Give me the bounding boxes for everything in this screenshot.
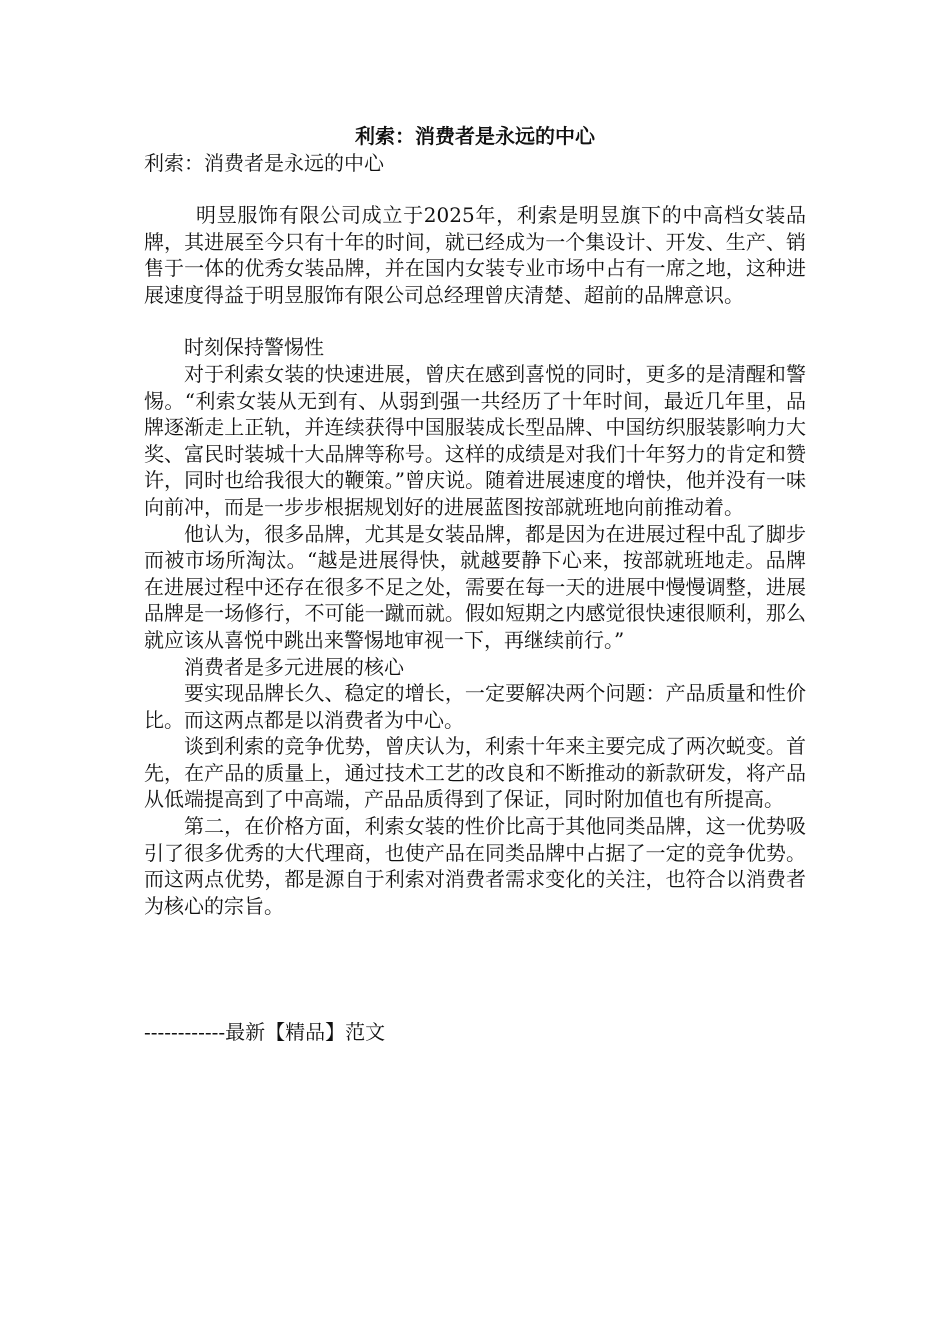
paragraph-rapid-development: 对于利索女装的快速进展，曾庆在感到喜悦的同时，更多的是清醒和警惕。“利索女装从无到有、从弱到强一共经历了十年时间，最近几年里，品牌逐渐走上正轨，并连续获得中国服装成长型品牌、中国纺织服装影响力大奖、富民时装城十大品牌等称号。这样的成绩是对我们十年努力的肯定和赞许，同时也给我很大的鞭策。”曾庆说。随着进展速度的增快，他并没有一味向前冲，而是一步步根据规划好的进展蓝图按部就班地向前推动着。 <box>144 361 806 519</box>
document-subtitle: 利索：消费者是永远的中心 <box>144 151 384 175</box>
document-page <box>144 122 806 919</box>
document-title: 利索：消费者是永远的中心 <box>355 124 595 148</box>
paragraph-competitive-advantage: 谈到利索的竞争优势，曾庆认为，利索十年来主要完成了两次蜕变。首先，在产品的质量上，通过技术工艺的改良和不断推动的新款研发，将产品从低端提高到了中高端，产品品质得到了保证，同时附加值也有所提高。 <box>144 734 806 812</box>
paragraph-price-advantage: 第二，在价格方面，利索女装的性价比高于其他同类品牌，这一优势吸引了很多优秀的大代理商，也使产品在同类品牌中占据了一定的竞争优势。而这两点优势，都是源自于利索对消费者需求变化的关注，也符合以消费者为核心的宗旨。 <box>144 814 806 918</box>
section-heading-consumer-core: 消费者是多元进展的核心 <box>184 654 404 679</box>
paragraph-quality-price: 要实现品牌长久、稳定的增长，一定要解决两个问题：产品质量和性价比。而这两点都是以消费者为中心。 <box>144 681 806 732</box>
document-footer: ------------最新【精品】范文 <box>144 1020 386 1044</box>
paragraph-intro: 明昱服饰有限公司成立于2025年，利索是明昱旗下的中高档女装品牌，其进展至今只有十年的时间，就已经成为一个集设计、开发、生产、销售于一体的优秀女装品牌，并在国内女装专业市场中占有一席之地，这种进展速度得益于明昱服饰有限公司总经理曾庆清楚、超前的品牌意识。 <box>144 203 806 307</box>
paragraph-step-by-step: 他认为，很多品牌，尤其是女装品牌，都是因为在进展过程中乱了脚步而被市场所淘汰。“越是进展得快，就越要静下心来，按部就班地走。品牌在进展过程中还存在很多不足之处，需要在每一天的进展中慢慢调整，进展品牌是一场修行，不可能一蹴而就。假如短期之内感觉很快速很顺利，那么就应该从喜悦中跳出来警惕地审视一下，再继续前行。” <box>144 521 806 652</box>
section-heading-vigilance: 时刻保持警惕性 <box>184 335 324 360</box>
